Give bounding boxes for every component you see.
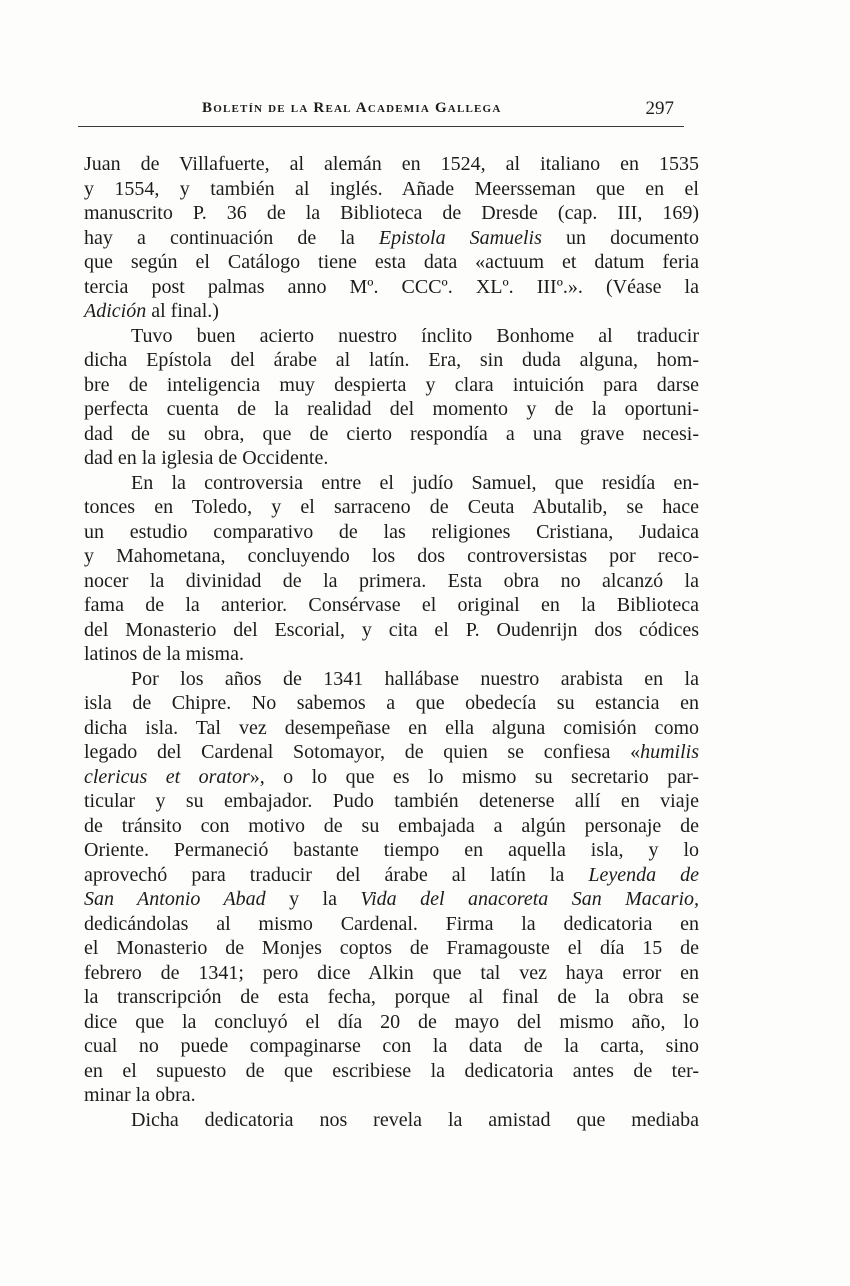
text-line xyxy=(84,985,699,1010)
text-line xyxy=(84,912,699,937)
line-text: cual no puede compaginarse con la data de la carta, sino xyxy=(84,1035,699,1057)
line-text: de tránsito con motivo de su embajada a algún personaje de xyxy=(84,814,699,837)
text-line xyxy=(84,789,699,814)
line-text: dad de su obra, que de cierto respondía a una grave necesi- xyxy=(84,422,699,445)
text-line xyxy=(84,1083,699,1108)
text-line xyxy=(84,177,699,202)
line-text: en el supuesto de que escribiese la dedicatoria antes de ter- xyxy=(84,1059,699,1082)
line-text: que según el Catálogo tiene esta data «actuum et datum feria xyxy=(84,251,699,273)
line-text: dice que la concluyó el día 20 de mayo del mismo año, lo xyxy=(84,1010,699,1033)
page-header xyxy=(78,94,684,127)
text-line xyxy=(84,520,699,545)
line-text: minar la obra. xyxy=(84,1084,196,1106)
line-text: Tuvo buen acierto nuestro ínclito Bonhome al traducir xyxy=(131,324,699,347)
text-line xyxy=(84,569,699,594)
text-line xyxy=(84,201,699,226)
text-line xyxy=(84,446,699,471)
text-line xyxy=(84,740,699,765)
line-text: dedicándolas al mismo Cardenal. Firma la dedicatoria en xyxy=(84,912,699,935)
text-line xyxy=(84,152,699,177)
text-line xyxy=(84,642,699,667)
text-line xyxy=(84,324,699,349)
italic-text: clericus et orator xyxy=(84,765,250,788)
text-line xyxy=(84,838,699,863)
text-line xyxy=(84,618,699,643)
text-line xyxy=(84,348,699,373)
text-line xyxy=(84,471,699,496)
italic-text: Epistola Samuelis xyxy=(378,226,542,249)
page-number: 297 xyxy=(645,98,674,119)
text-line xyxy=(84,226,699,251)
text-line xyxy=(84,716,699,741)
line-text: un documento xyxy=(541,226,699,249)
line-text: En la controversia entre el judío Samuel, que residía en- xyxy=(131,471,699,494)
text-line xyxy=(84,299,699,324)
line-text: un estudio comparativo de las religiones Cristiana, Judaica xyxy=(84,520,699,543)
italic-text: Adición xyxy=(84,300,147,322)
text-line xyxy=(84,250,699,275)
italic-text: Leyenda de xyxy=(588,863,699,886)
line-text: y la xyxy=(265,888,361,910)
text-line xyxy=(84,667,699,692)
line-text: tercia post palmas anno Mº. CCCº. XLº. IIIº.». (Véase la xyxy=(84,275,699,298)
line-text: manuscrito P. 36 de la Biblioteca de Dresde (cap. III, 169) xyxy=(84,202,699,224)
line-text: ticular y su embajador. Pudo también detenerse allí en viaje xyxy=(84,790,699,812)
line-text: dicha isla. Tal vez desempeñase en ella alguna comisión como xyxy=(84,716,699,739)
text-line xyxy=(84,863,699,888)
line-text: Juan de Villafuerte, al alemán en 1524, al italiano en 1535 xyxy=(84,153,699,175)
text-line xyxy=(84,593,699,618)
text-line xyxy=(84,544,699,569)
line-text: dad en la iglesia de Occidente. xyxy=(84,447,329,469)
text-line xyxy=(84,373,699,398)
text-line xyxy=(84,936,699,961)
line-text: hay a continuación de la xyxy=(84,226,379,249)
italic-text: humilis xyxy=(640,741,699,763)
text-line xyxy=(84,495,699,520)
body-text xyxy=(84,152,699,1132)
text-line xyxy=(84,397,699,422)
text-line xyxy=(84,1059,699,1084)
line-text: tonces en Toledo, y el sarraceno de Ceuta Abutalib, se hace xyxy=(84,496,699,518)
line-text: Dicha dedicatoria nos revela la amistad que mediaba xyxy=(131,1108,699,1131)
line-text: dicha Epístola del árabe al latín. Era, sin duda alguna, hom- xyxy=(84,349,699,371)
text-line xyxy=(84,887,699,912)
line-text: la transcripción de esta fecha, porque al final de la obra se xyxy=(84,986,699,1008)
italic-text: San Antonio Abad xyxy=(84,888,266,910)
line-text: aprovechó para traducir del árabe al latín la xyxy=(84,863,589,886)
line-text: Oriente. Permaneció bastante tiempo en aquella isla, y lo xyxy=(84,839,699,861)
line-text: y 1554, y también al inglés. Añade Meersseman que en el xyxy=(84,177,699,200)
line-text: isla de Chipre. No sabemos a que obedecía su estancia en xyxy=(84,692,699,714)
line-text: febrero de 1341; pero dice Alkin que tal vez haya error en xyxy=(84,961,699,984)
text-line xyxy=(84,765,699,790)
text-line xyxy=(84,691,699,716)
line-text: Por los años de 1341 hallábase nuestro arabista en la xyxy=(131,667,699,690)
line-text: al final.) xyxy=(146,300,219,322)
text-line xyxy=(84,961,699,986)
text-line xyxy=(84,1108,699,1133)
line-text: legado del Cardenal Sotomayor, de quien se confiesa « xyxy=(84,741,641,763)
line-text: », o lo que es lo mismo su secretario par- xyxy=(249,765,699,788)
line-text: el Monasterio de Monjes coptos de Framagouste el día 15 de xyxy=(84,937,699,959)
text-line xyxy=(84,1034,699,1059)
line-text: bre de inteligencia muy despierta y clara intuición para darse xyxy=(84,373,699,396)
line-text: y Mahometana, concluyendo los dos controversistas por reco- xyxy=(84,545,699,567)
text-line xyxy=(84,1010,699,1035)
running-title: Boletín de la Real Academia Gallega xyxy=(202,100,502,116)
text-line xyxy=(84,275,699,300)
line-text: fama de la anterior. Consérvase el original en la Biblioteca xyxy=(84,594,699,616)
italic-text: Vida del anacoreta San Macario, xyxy=(360,888,700,910)
line-text: nocer la divinidad de la primera. Esta obra no alcanzó la xyxy=(84,569,699,592)
line-text: del Monasterio del Escorial, y cita el P. Oudenrijn dos códices xyxy=(84,618,699,641)
line-text: perfecta cuenta de la realidad del momento y de la oportuni- xyxy=(84,398,699,420)
line-text: latinos de la misma. xyxy=(84,643,244,665)
text-line xyxy=(84,422,699,447)
text-line xyxy=(84,814,699,839)
